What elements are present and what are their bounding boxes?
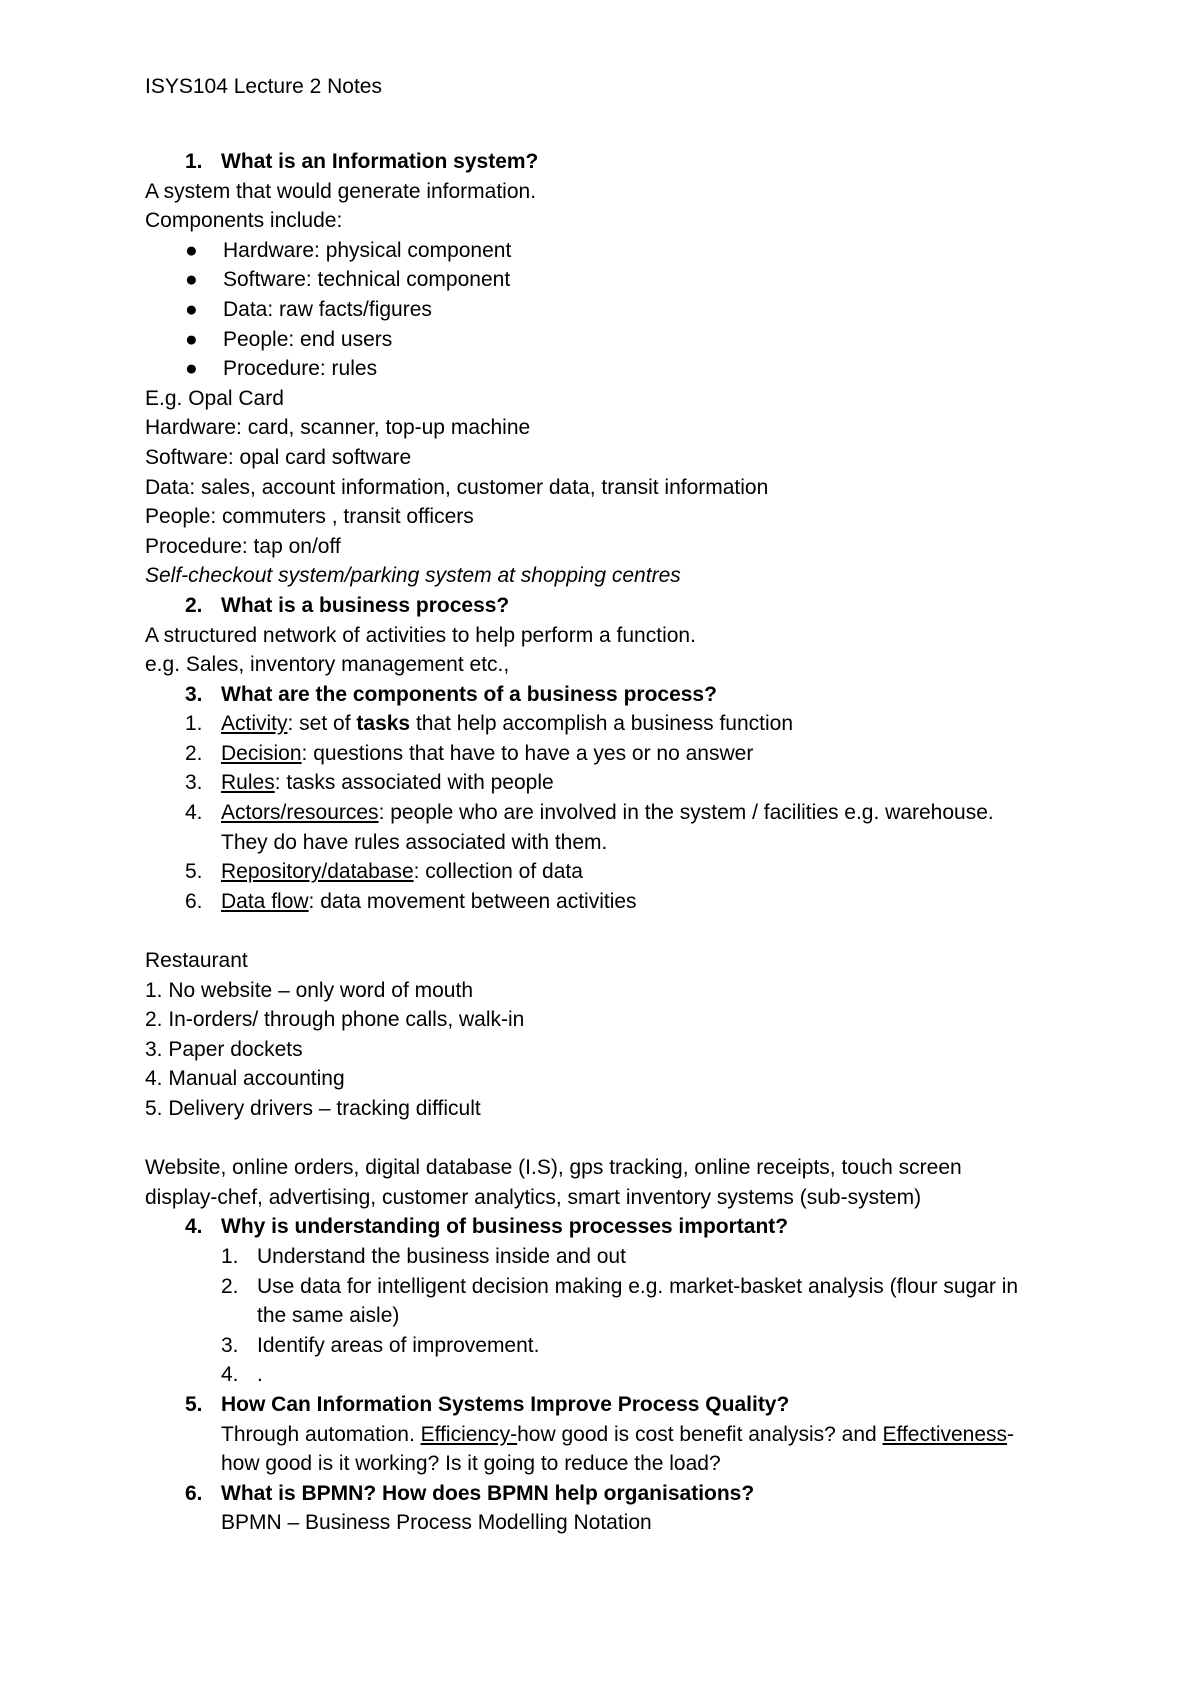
bullet-icon: ●	[185, 357, 198, 381]
restaurant-item: 2. In-orders/ through phone calls, walk-in	[145, 1008, 525, 1032]
q2-definition: A structured network of activities to help perform a function.	[145, 623, 696, 647]
restaurant-item: 5. Delivery drivers – tracking difficult	[145, 1097, 481, 1120]
q6-answer: BPMN – Business Process Modelling Notation	[221, 1511, 652, 1535]
list-item: ● People: end users	[145, 325, 1075, 355]
question-3-heading: 3. What are the components of a business process?	[185, 682, 717, 706]
q3-item-actors: 4. Actors/resources: people who are involved in the system / facilities e.g. warehouse.	[185, 801, 994, 825]
q1-components-intro: Components include:	[145, 209, 343, 233]
list-item: ● Hardware: physical component	[145, 236, 1075, 266]
q5-answer-line: how good is it working? Is it going to reduce the load?	[221, 1452, 721, 1476]
restaurant-solutions-line: display-chef, advertising, customer analytics, smart inventory systems (sub-system)	[145, 1185, 922, 1209]
document-title: ISYS104 Lecture 2 Notes	[145, 75, 382, 98]
q1-example-line: Software: opal card software	[145, 445, 412, 469]
spacer	[145, 1124, 1075, 1154]
question-6-heading: 6. What is BPMN? How does BPMN help organisations?	[185, 1481, 755, 1505]
q4-item: 2. Use data for intelligent decision making e.g. market-basket analysis (flour sugar in	[221, 1274, 1019, 1298]
q4-item: 3. Identify areas of improvement.	[221, 1333, 540, 1357]
q3-item-rules: 3. Rules: tasks associated with people	[185, 771, 554, 795]
q4-item: 1. Understand the business inside and out	[221, 1244, 626, 1268]
list-item: ● Procedure: rules	[145, 354, 1075, 384]
q3-item-decision: 2. Decision: questions that have to have a yes or no answer	[185, 741, 754, 765]
q3-item-activity: 1. Activity: set of tasks that help accomplish a business function	[185, 712, 794, 736]
spacer	[145, 916, 1075, 946]
q1-components-list	[145, 236, 1075, 384]
list-item: ● Data: raw facts/figures	[145, 295, 1075, 325]
q1-example-line: Procedure: tap on/off	[145, 534, 341, 558]
list-item: ● Software: technical component	[145, 265, 1075, 295]
q3-item-repository: 5. Repository/database: collection of data	[185, 860, 583, 884]
question-5-heading: 5. How Can Information Systems Improve Process Quality?	[185, 1392, 790, 1416]
bullet-icon: ●	[185, 268, 198, 292]
restaurant-item: 1. No website – only word of mouth	[145, 978, 474, 1002]
bullet-icon: ●	[185, 327, 198, 351]
q3-item-actors-cont: They do have rules associated with them.	[221, 830, 608, 854]
bullet-icon: ●	[185, 297, 198, 321]
q1-example-line: Data: sales, account information, customer data, transit information	[145, 475, 769, 499]
q4-item-cont: the same aisle)	[257, 1304, 400, 1328]
notes-body	[145, 147, 1075, 1538]
question-4-heading: 4. Why is understanding of business processes important?	[185, 1215, 789, 1239]
q1-example-title: E.g. Opal Card	[145, 386, 284, 410]
q5-answer-line: Through automation. Efficiency-how good is cost benefit analysis? and Effectiveness-	[221, 1422, 1015, 1446]
q4-item: 4. .	[221, 1363, 263, 1387]
restaurant-title: Restaurant	[145, 949, 248, 973]
q1-example-line: Hardware: card, scanner, top-up machine	[145, 416, 531, 440]
q3-item-dataflow: 6. Data flow: data movement between activities	[185, 889, 637, 913]
question-2-heading: 2. What is a business process?	[185, 593, 510, 617]
q1-definition: A system that would generate information.	[145, 179, 537, 203]
q2-example: e.g. Sales, inventory management etc.,	[145, 653, 510, 677]
q1-example-line: People: commuters , transit officers	[145, 505, 474, 529]
bullet-icon: ●	[185, 238, 198, 262]
restaurant-solutions-line: Website, online orders, digital database (I.S), gps tracking, online receipts, touch screen	[145, 1156, 962, 1180]
question-1-heading: 1. What is an Information system?	[185, 150, 539, 173]
q1-example-italic: Self-checkout system/parking system at shopping centres	[145, 564, 681, 588]
restaurant-item: 4. Manual accounting	[145, 1067, 345, 1091]
restaurant-item: 3. Paper dockets	[145, 1037, 303, 1061]
